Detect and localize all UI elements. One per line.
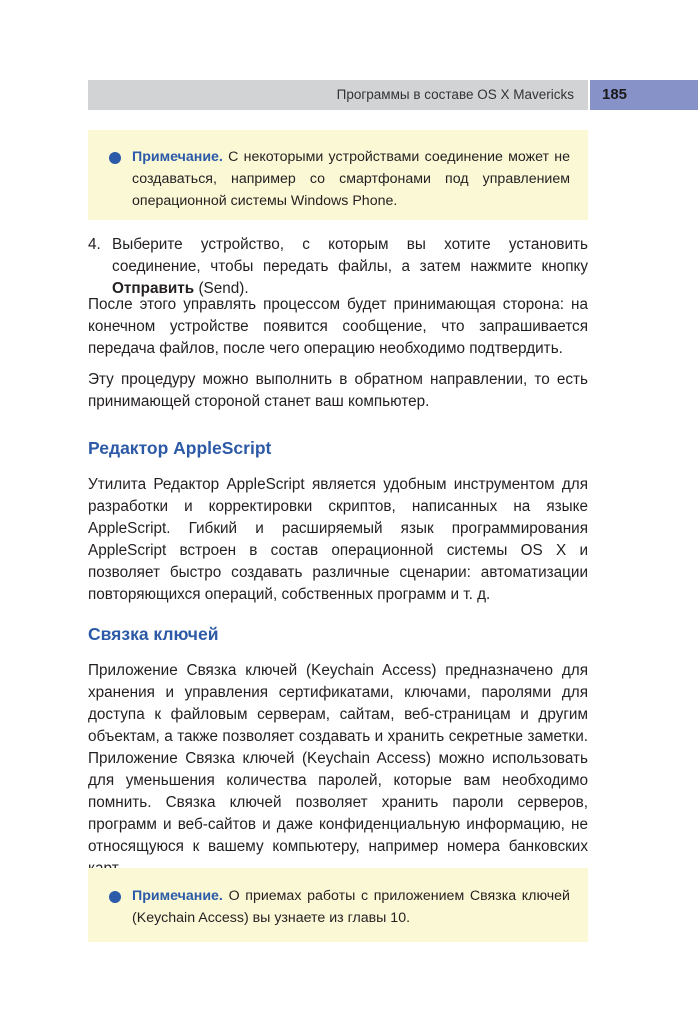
note-body: С некоторыми устройствами соединение может не создаваться, например со смартфонами под управлением операционной системы Windows Phone. bbox=[132, 149, 571, 209]
page-number-badge bbox=[590, 80, 698, 110]
running-header bbox=[88, 80, 588, 110]
bullet-dot-icon bbox=[109, 891, 121, 903]
note-body: О приемах работы с приложением Связка ключей (Keychain Access) вы узнаете из главы 10. bbox=[132, 888, 570, 926]
paragraph-1: После этого управлять процессом будет принимающая сторона: на конечном устройстве появится сообщение, что запрашивается передача файлов, после чего операцию необходимо подтвердить. bbox=[88, 296, 588, 357]
header-title: Программы в составе OS X Mavericks bbox=[336, 87, 574, 102]
paragraph-2: Эту процедуру можно выполнить в обратном направлении, то есть принимающей стороной станет ваш компьютер. bbox=[88, 371, 588, 410]
list-item-text bbox=[112, 234, 588, 300]
step-text-after: (Send). bbox=[198, 280, 249, 297]
send-button-name: Отправить bbox=[112, 280, 195, 297]
note-box-2 bbox=[88, 868, 588, 942]
applescript-paragraph: Утилита Редактор AppleScript является удобным инструментом для разработки и корректировки скриптов, написанных на языке AppleScript. Гибкий и расширяемый язык программирования AppleScript встроен в состав операционной системы OS X и позволяет быстро создавать различные сценарии: автоматизации повторяющихся операций, собственных программ и т. д. bbox=[88, 476, 588, 603]
note-1-text bbox=[132, 146, 570, 212]
list-item-4 bbox=[88, 234, 588, 300]
page-number: 185 bbox=[602, 86, 628, 103]
note-2-text bbox=[132, 885, 570, 929]
heading-applescript: Редактор AppleScript bbox=[88, 438, 272, 458]
heading-keychain: Связка ключей bbox=[88, 624, 219, 644]
keychain-paragraph: Приложение Связка ключей (Keychain Access) предназначено для хранения и управления сертификатами, ключами, паролями для доступа к файловым серверам, сайтам, веб-страницам и другим объектам, а также позволяет создавать и хранить секретные заметки. Приложение Связка ключей (Keychain Access) можно использовать для уменьшения количества паролей, которые вам необходимо помнить. Связка ключей позволяет хранить пароли серверов, программ и веб-сайтов и даже конфиденциальную информацию, не относящуюся к вашему компьютеру, например номера банковских bbox=[88, 662, 588, 855]
step-text-before: Выберите устройство, с которым вы хотите установить соединение, чтобы передать файлы, а затем нажмите кнопку bbox=[112, 236, 588, 275]
note-label: Примечание. bbox=[132, 888, 223, 904]
list-number: 4. bbox=[88, 236, 101, 253]
note-label: Примечание. bbox=[132, 149, 223, 165]
note-box-1 bbox=[88, 130, 588, 220]
bullet-dot-icon bbox=[109, 152, 121, 164]
